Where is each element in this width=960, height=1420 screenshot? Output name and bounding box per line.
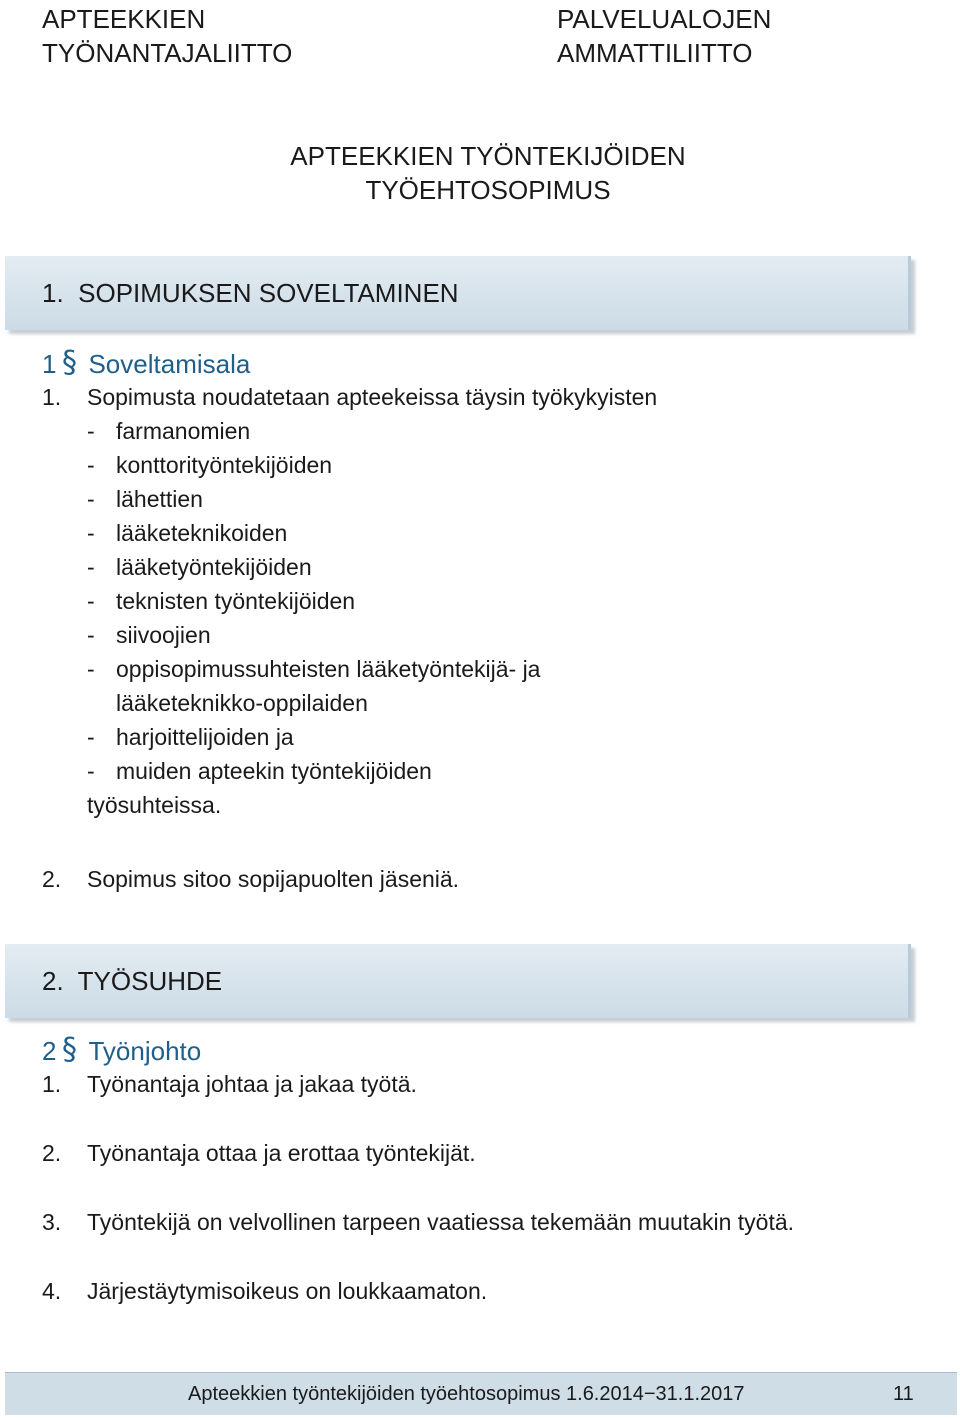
employer-org-line2: TYÖNANTAJALIITTO [42,38,293,68]
section-2-heading [42,1032,201,1072]
list-item: 2. Työnantaja ottaa ja erottaa työntekijät. [42,1140,476,1166]
section-2-number: 2 [42,1036,57,1066]
list-item: - muiden apteekin työntekijöiden [87,758,432,784]
employer-org-name [42,2,292,70]
list-item: - harjoittelijoiden ja [87,724,294,750]
section-1-title: Soveltamisala [88,349,251,379]
chapter-2-heading: 2. TYÖSUHDE [42,966,223,996]
chapter-1-heading: 1. SOPIMUKSEN SOVELTAMINEN [42,278,459,308]
item-2-text: Sopimus sitoo sopijapuolten jäseniä. [87,866,460,892]
list-item: - siivoojien [87,622,211,648]
list-item: - teknisten työntekijöiden [87,588,356,614]
section-1-heading [42,345,250,385]
chapter-1-heading-band [5,256,911,330]
item-1-intro: Sopimusta noudatetaan apteekeissa täysin työkykyisten [87,384,658,410]
section-2-title: Työnjohto [88,1036,202,1066]
union-org-line1: PALVELUALOJEN [557,4,772,34]
page-footer [5,1372,957,1415]
footer-text: Apteekkien työntekijöiden työehtosopimus 1.6.2014−31.1.2017 [188,1383,745,1405]
item-1-row [0,380,960,414]
employer-org-line1: APTEEKKIEN [42,4,206,34]
svg-text:§: § [62,1032,78,1064]
page-number: 11 [893,1383,914,1405]
list-item: - lääketeknikoiden [87,520,288,546]
chapter-2-heading-band [5,944,911,1018]
list-item: - lähettien [87,486,203,512]
list-item: - lääketyöntekijöiden [87,554,312,580]
section-sign-icon [62,345,80,385]
employee-group-list [0,414,960,822]
item-2-number: 2. [42,866,62,892]
union-org-line2: AMMATTILIITTO [557,38,753,68]
list-item: - oppisopimussuhteisten lääketyöntekijä- ja [87,656,541,682]
list-item: - konttorityöntekijöiden [87,452,333,478]
list-item-continuation: lääketeknikko-oppilaiden [116,690,368,716]
item-2-row [0,862,960,896]
document-title [0,139,960,207]
document-title-line1: APTEEKKIEN TYÖNTEKIJÖIDEN [290,141,686,171]
list-item: - farmanomien [87,418,251,444]
union-org-name [557,2,771,70]
list-item: 4. Järjestäytymisoikeus on loukkaamaton. [42,1278,488,1304]
section-1-number: 1 [42,349,57,379]
list-item: 1. Työnantaja johtaa ja jakaa työtä. [42,1071,417,1097]
document-title-line2: TYÖEHTOSOPIMUS [365,175,611,205]
section-sign-icon [62,1032,80,1072]
list-item: 3. Työntekijä on velvollinen tarpeen vaatiessa tekemään muutakin työtä. [42,1209,795,1235]
item-1-number: 1. [42,384,62,410]
item-1-closing: työsuhteissa. [87,792,222,818]
svg-text:§: § [62,345,78,377]
